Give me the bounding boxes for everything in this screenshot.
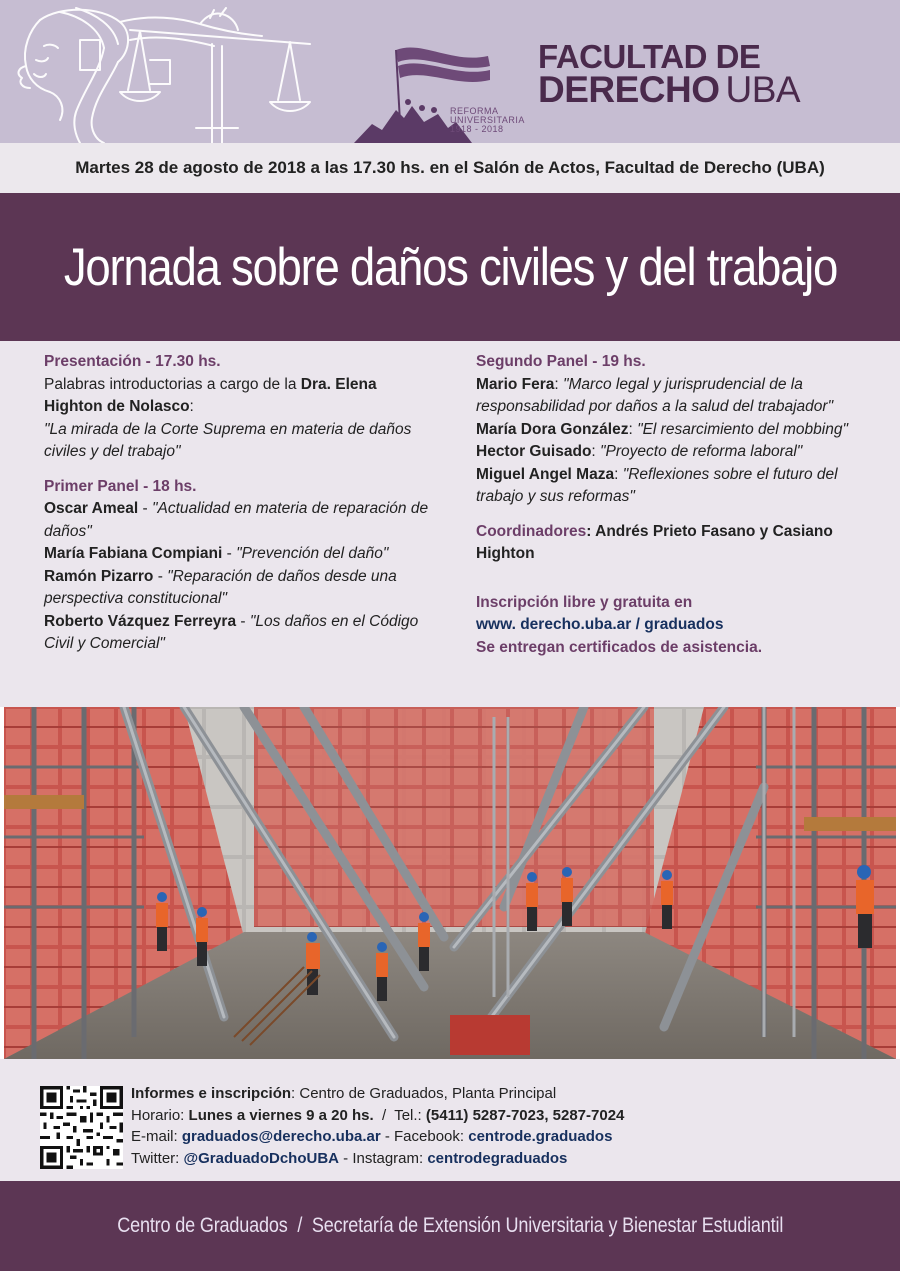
event-date: Martes 28 de agosto de 2018 a las 17.30 hs. bbox=[75, 158, 425, 177]
construction-site-photo bbox=[4, 707, 896, 1059]
facebook-label: - Facebook: bbox=[380, 1128, 469, 1145]
faculty-line2 bbox=[538, 69, 878, 110]
tel-label: / Tel.: bbox=[373, 1106, 426, 1124]
panel1-item: Ramón Pizarro - "Reparación de daños desde una perspectiva constitucional" bbox=[44, 567, 397, 607]
horario-label: Horario: bbox=[131, 1106, 189, 1124]
panel1-speaker: Roberto Vázquez Ferreyra bbox=[44, 612, 237, 630]
panel2-talk: "Reflexiones sobre el futuro del trabajo y sus reformas" bbox=[476, 465, 838, 505]
panel2-speaker: María Dora González bbox=[476, 420, 629, 438]
footer-text: Centro de Graduados / Secretaría de Extensión Universitaria y Bienestar Estudiantil bbox=[116, 1214, 783, 1237]
horario-line bbox=[131, 1105, 871, 1127]
program-section bbox=[0, 341, 900, 707]
panel1-talk: "Reparación de daños desde una perspectiva constitucional" bbox=[44, 567, 397, 607]
instagram-label: - Instagram: bbox=[338, 1149, 428, 1167]
panel2-item: María Dora González: "El resarcimiento del mobbing" bbox=[476, 420, 848, 438]
twitter-label: Twitter: bbox=[131, 1149, 184, 1167]
footer-bar bbox=[0, 1181, 900, 1271]
informes-value: : Centro de Graduados, Planta Principal bbox=[291, 1085, 557, 1102]
email-line bbox=[131, 1126, 871, 1148]
certificates-note: Se entregan certificados de asistencia. bbox=[476, 638, 763, 656]
faculty-derecho: DERECHO bbox=[538, 69, 720, 110]
informes-label: Informes e inscripción bbox=[131, 1085, 292, 1102]
instagram-link[interactable]: centrodegraduados bbox=[427, 1149, 568, 1167]
panel2-talk: "El resarcimiento del mobbing" bbox=[637, 420, 848, 438]
event-title: Jornada sobre daños civiles y del trabajo bbox=[63, 237, 837, 297]
panel1-item: Oscar Ameal - "Actualidad en materia de reparación de daños" bbox=[44, 500, 429, 540]
tel-value: (5411) 5287-7023, 5287-7024 bbox=[425, 1106, 625, 1124]
header-banner bbox=[0, 0, 900, 143]
panel2-heading: Segundo Panel - 19 hs. bbox=[476, 353, 646, 370]
reforma-line1: REFORMA bbox=[450, 106, 499, 116]
panel2-talk: "Marco legal y jurisprudencial de la responsabilidad por daños a la salud del trabajador" bbox=[476, 375, 834, 415]
registration-url[interactable]: www. derecho.uba.ar / graduados bbox=[476, 616, 724, 633]
panel1-talk: "Actualidad en materia de reparación de daños" bbox=[44, 500, 429, 540]
contact-details bbox=[131, 1083, 871, 1169]
panel1-speaker: María Fabiana Compiani bbox=[44, 545, 223, 562]
panel2-item: Mario Fera: "Marco legal y jurisprudencial de la responsabilidad por daños a la salud del trabajador" bbox=[476, 375, 834, 415]
horario-value: Lunes a viernes 9 a 20 hs. bbox=[188, 1106, 374, 1124]
faculty-logo-text bbox=[538, 38, 878, 110]
twitter-line bbox=[131, 1148, 871, 1170]
presentation-speaker: Dra. Elena Highton de Nolasco bbox=[44, 375, 377, 415]
panel2-item: Hector Guisado: "Proyecto de reforma laboral" bbox=[476, 443, 803, 460]
coordinators-names: : Andrés Prieto Fasano y Casiano Highton bbox=[476, 522, 833, 562]
coordinators bbox=[476, 521, 876, 566]
title-bar bbox=[0, 193, 900, 341]
email-link[interactable]: graduados@derecho.uba.ar bbox=[181, 1128, 381, 1145]
panel2-talk: "Proyecto de reforma laboral" bbox=[600, 443, 803, 460]
informes-line bbox=[131, 1083, 871, 1105]
event-venue: en el Salón de Actos, Facultad de Derecho (UBA) bbox=[429, 158, 825, 177]
faculty-uba: UBA bbox=[725, 69, 801, 110]
program-right-column bbox=[476, 351, 876, 659]
facebook-link[interactable]: centrode.graduados bbox=[468, 1128, 613, 1145]
qr-code bbox=[40, 1086, 123, 1169]
registration-line: Inscripción libre y gratuita en bbox=[476, 593, 693, 611]
event-date-line bbox=[75, 158, 825, 178]
construction-photo-illustration bbox=[4, 707, 896, 1059]
panel2-speaker: Miguel Angel Maza bbox=[476, 465, 615, 483]
presentation-intro: Palabras introductorias a cargo de la Dra. Elena Highton de Nolasco: bbox=[44, 375, 377, 415]
presentation-heading: Presentación - 17.30 hs. bbox=[44, 353, 221, 370]
presentation-intro-text: Palabras introductorias a cargo de la bbox=[44, 375, 297, 393]
coordinators-label: Coordinadores bbox=[476, 522, 587, 540]
panel2-item: Miguel Angel Maza: "Reflexiones sobre el futuro del trabajo y sus reformas" bbox=[476, 465, 838, 505]
panel1-speaker: Ramón Pizarro bbox=[44, 567, 154, 585]
panel1-talk: "Prevención del daño" bbox=[236, 545, 389, 562]
reforma-years: 1918 - 2018 bbox=[450, 124, 504, 134]
contact-section bbox=[0, 1059, 900, 1181]
program-left-column bbox=[44, 351, 436, 656]
justice-illustration bbox=[0, 0, 340, 143]
panel1-item: Roberto Vázquez Ferreyra - "Los daños en el Código Civil y Comercial" bbox=[44, 612, 419, 652]
panel2-speaker: Mario Fera bbox=[476, 375, 555, 393]
panel2-speaker: Hector Guisado bbox=[476, 443, 592, 460]
email-label: E-mail: bbox=[131, 1128, 182, 1145]
reforma-line2: UNIVERSITARIA bbox=[450, 115, 525, 125]
presentation-talk: "La mirada de la Corte Suprema en materia de daños civiles y del trabajo" bbox=[44, 420, 412, 460]
panel1-item: María Fabiana Compiani - "Prevención del daño" bbox=[44, 545, 389, 562]
panel1-speaker: Oscar Ameal bbox=[44, 500, 139, 517]
date-bar bbox=[0, 143, 900, 193]
faculty-line1: FACULTAD DE bbox=[538, 38, 761, 75]
twitter-link[interactable]: @GraduadoDchoUBA bbox=[183, 1149, 339, 1167]
panel1-talk: "Los daños en el Código Civil y Comercial" bbox=[44, 612, 419, 652]
reforma-caption bbox=[450, 107, 525, 134]
panel1-heading: Primer Panel - 18 hs. bbox=[44, 477, 197, 495]
